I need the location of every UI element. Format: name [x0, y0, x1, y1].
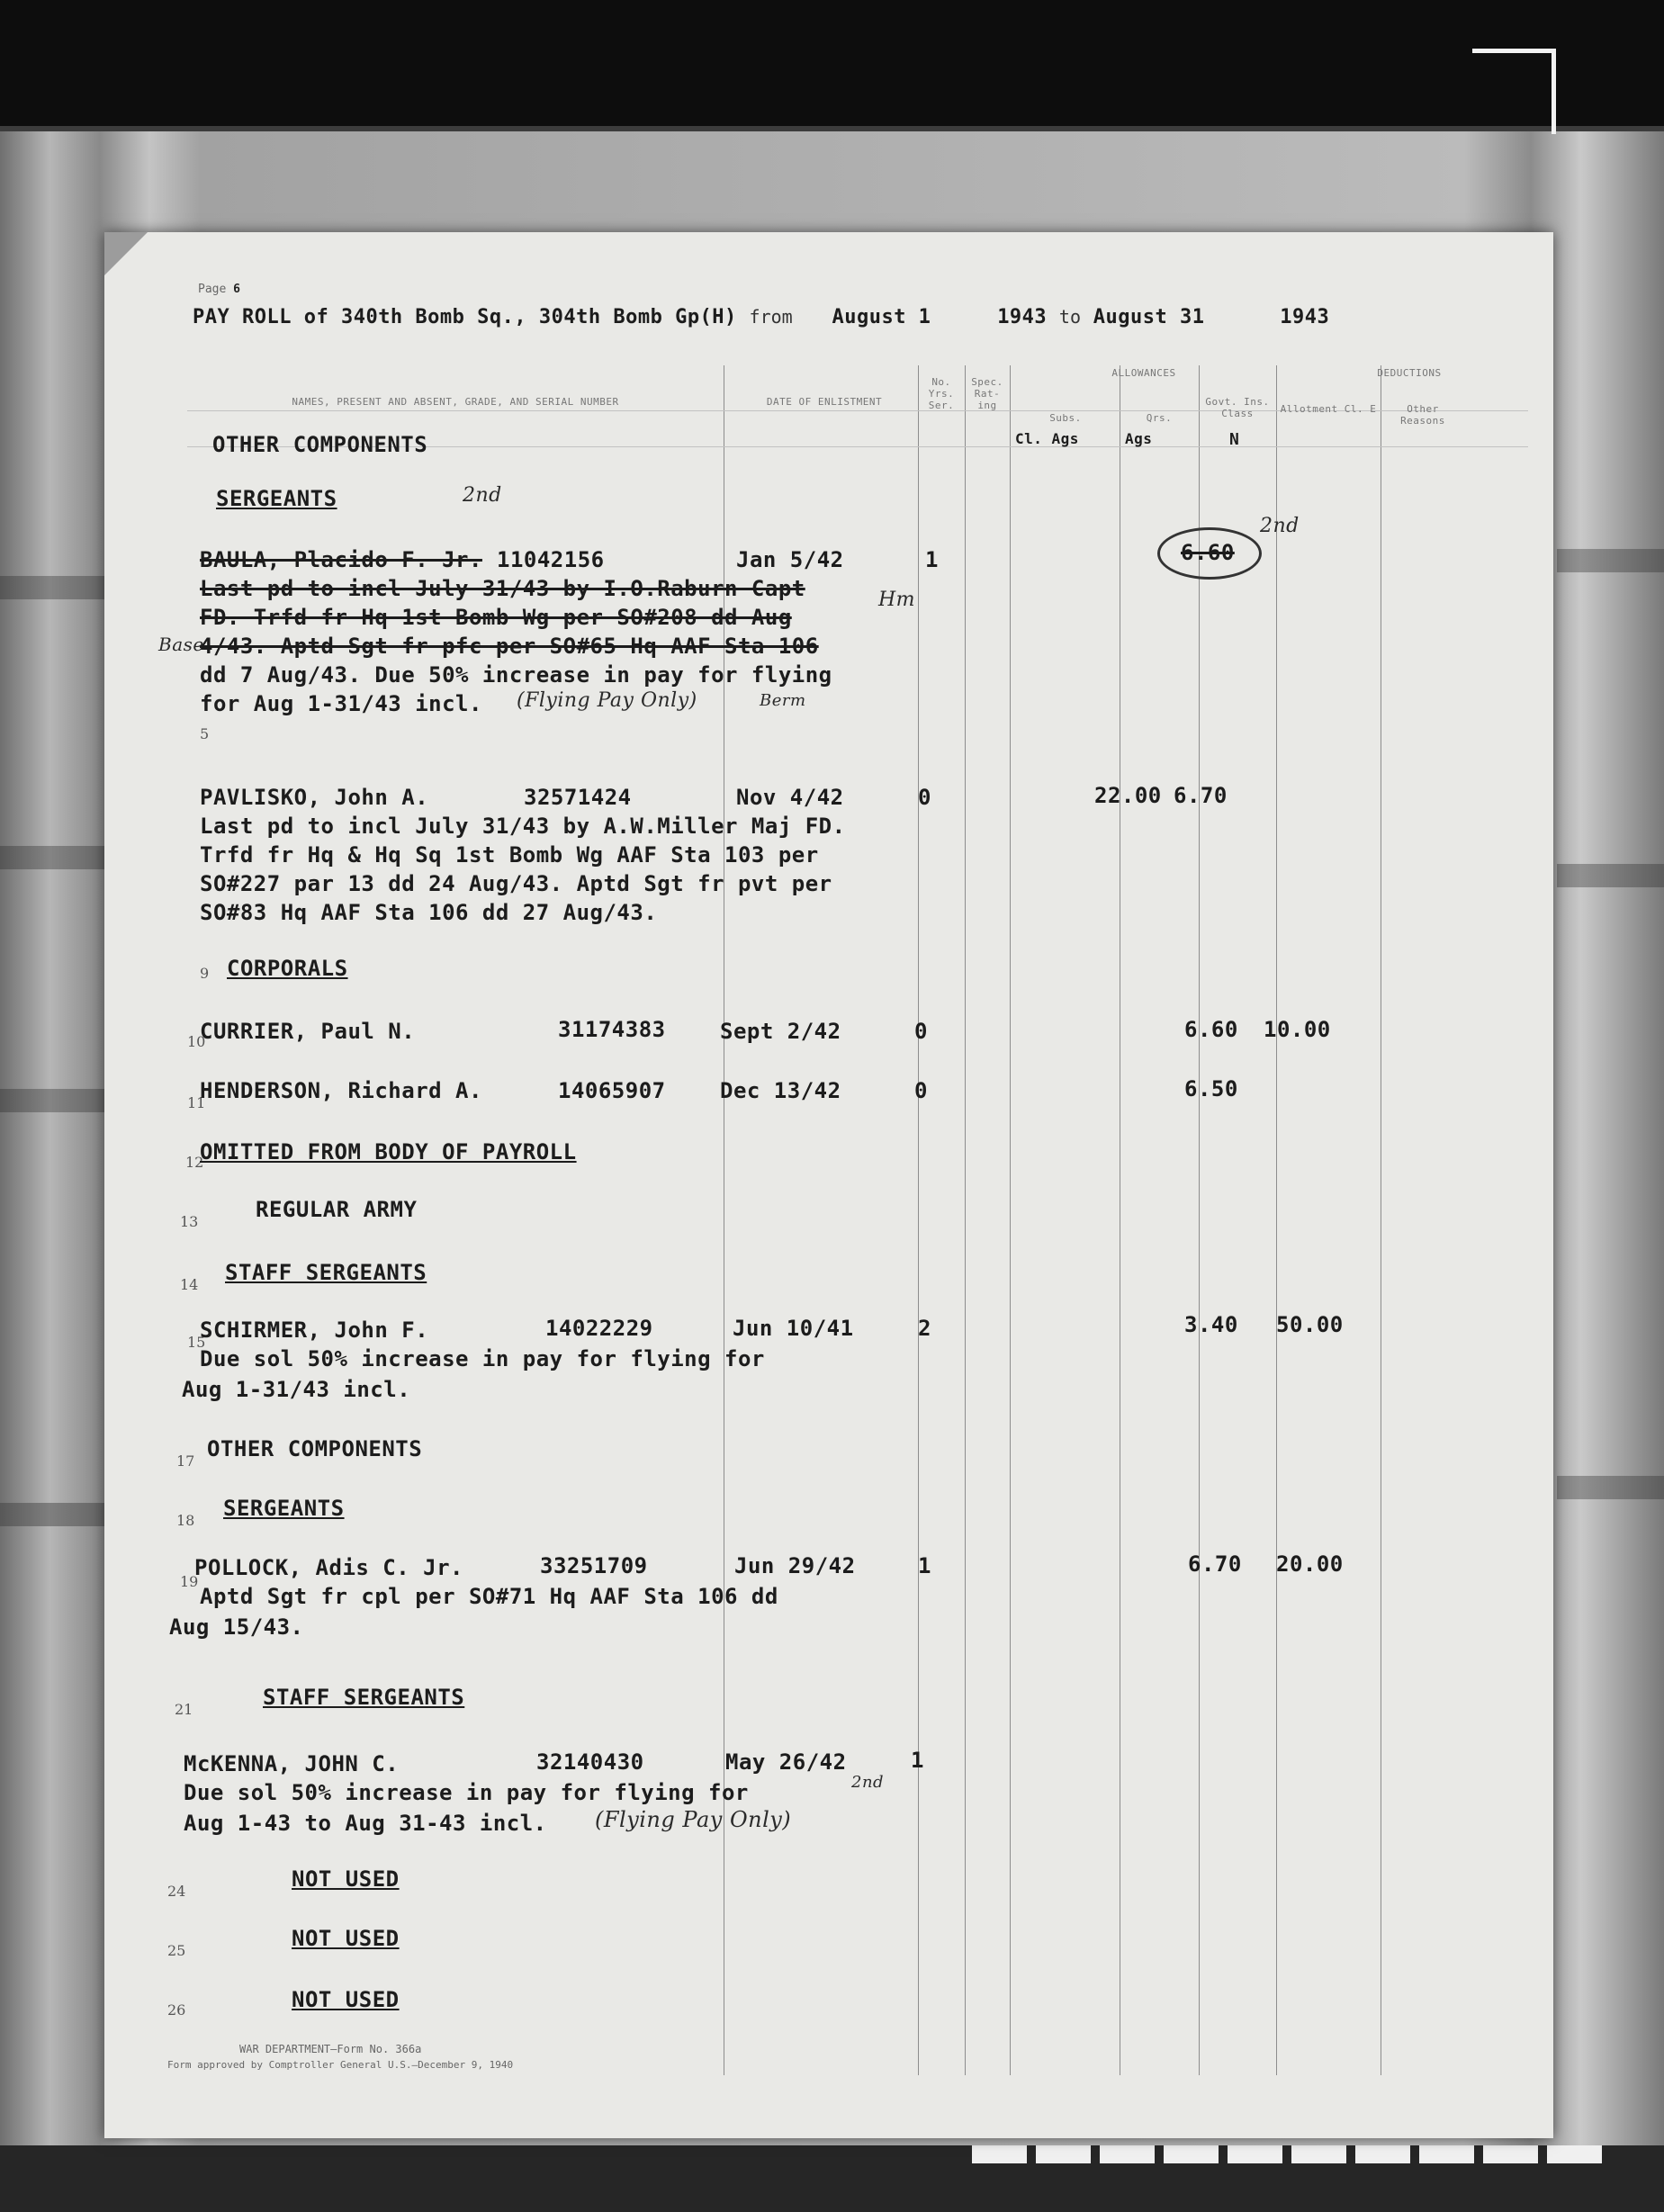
line-number: 14 [180, 1276, 199, 1293]
record-mckenna-years: 1 [911, 1748, 924, 1773]
handwritten-note: 2nd [463, 484, 502, 507]
record-currier-name: CURRIER, Paul N. [200, 1019, 416, 1044]
subs-class-mark: Cl. Ags [1015, 430, 1079, 447]
record-pavlisko-years: 0 [918, 785, 931, 810]
record-baula-serial: 11042156 [497, 547, 605, 572]
page-corner-fold [104, 232, 148, 275]
line-number: 17 [176, 1452, 195, 1470]
col-spec-header: Spec. Rat- ing [971, 376, 1003, 411]
line-number: 18 [176, 1512, 195, 1529]
record-pavlisko-serial: 32571424 [524, 785, 632, 810]
film-streak [1557, 549, 1664, 572]
record-henderson-enlisted: Dec 13/42 [720, 1078, 841, 1103]
column-divider [1276, 365, 1277, 2075]
payroll-title: PAY ROLL of 340th Bomb Sq., 304th Bomb Gp(H) from August 1 1943 to August 31 1943 [193, 306, 1330, 328]
record-currier-years: 0 [914, 1019, 928, 1044]
page-label: Page 6 [198, 283, 240, 296]
record-remark: FD. Trfd fr Hq 1st Bomb Wg per SO#208 dd Aug [200, 605, 792, 630]
section-heading: OMITTED FROM BODY OF PAYROLL [200, 1139, 577, 1164]
handwritten-note: Base [158, 634, 204, 655]
col-allotment-header: Allotment Cl. E [1280, 403, 1377, 415]
col-ins-header: Govt. Ins. Class [1205, 396, 1270, 419]
col-subs-header: Subs. [1049, 412, 1082, 424]
record-remark: Aug 1-31/43 incl. [182, 1377, 411, 1402]
film-streak [1557, 1476, 1664, 1499]
record-remark: Aug 15/43. [169, 1614, 304, 1640]
line-number: 26 [167, 2001, 186, 2019]
column-divider [1010, 365, 1011, 2075]
section-heading: OTHER COMPONENTS [212, 432, 428, 457]
section-heading: SERGEANTS [223, 1496, 345, 1521]
record-pollock-allotment: 20.00 [1276, 1551, 1344, 1577]
record-baula-insurance: 6.60 [1181, 540, 1235, 565]
section-heading: OTHER COMPONENTS [207, 1436, 423, 1461]
record-remark: Aptd Sgt fr cpl per SO#71 Hq AAF Sta 106 dd [200, 1584, 778, 1609]
section-heading: STAFF SERGEANTS [263, 1685, 465, 1710]
film-streak [0, 846, 117, 869]
record-pollock-enlisted: Jun 29/42 [734, 1553, 856, 1578]
record-currier-enlisted: Sept 2/42 [720, 1019, 841, 1044]
film-streak [1557, 864, 1664, 887]
corner-crop-mark [1472, 49, 1556, 134]
col-qrs-header: Qrs. [1146, 412, 1173, 424]
col-other-header: Other Reasons [1400, 403, 1445, 427]
record-mckenna-enlisted: May 26/42 [725, 1749, 847, 1775]
line-number: 25 [167, 1942, 186, 1959]
column-divider [965, 365, 966, 2075]
col-years-header: No. Yrs. Ser. [928, 376, 955, 411]
record-mckenna-serial: 32140430 [536, 1749, 644, 1775]
record-mckenna-name: McKENNA, JOHN C. [184, 1751, 400, 1776]
column-divider [918, 365, 919, 2075]
film-edge-line [0, 126, 1664, 131]
record-henderson-insurance: 6.50 [1184, 1076, 1238, 1102]
record-baula-enlisted: Jan 5/42 [736, 547, 844, 572]
record-henderson-serial: 14065907 [558, 1078, 666, 1103]
record-remark: Due sol 50% increase in pay for flying for [184, 1780, 749, 1805]
record-remark: dd 7 Aug/43. Due 50% increase in pay for flying [200, 662, 832, 688]
section-heading: SERGEANTS [216, 486, 337, 511]
col-names-header: NAMES, PRESENT AND ABSENT, GRADE, AND SERIAL NUMBER [292, 396, 619, 408]
line-number: 10 [187, 1033, 206, 1050]
handwritten-note: 2nd [1260, 515, 1300, 537]
record-baula-years: 1 [925, 547, 939, 572]
record-schirmer-insurance: 3.40 [1184, 1312, 1238, 1337]
record-remark: SO#227 par 13 dd 24 Aug/43. Aptd Sgt fr pvt per [200, 871, 832, 896]
column-divider [1199, 365, 1200, 2075]
record-remark: SO#83 Hq AAF Sta 106 dd 27 Aug/43. [200, 900, 658, 925]
record-pavlisko-quarters: 22.00 [1094, 783, 1162, 808]
record-schirmer-serial: 14022229 [545, 1316, 653, 1341]
ins-class-mark: N [1229, 430, 1240, 449]
record-pollock-insurance: 6.70 [1188, 1551, 1242, 1577]
record-remark: Aug 1-43 to Aug 31-43 incl. [184, 1811, 547, 1836]
record-baula-name: BAULA, Placido F. Jr. [200, 547, 482, 572]
col-enlistment-header: DATE OF ENLISTMENT [766, 396, 883, 408]
line-number: 9 [200, 965, 210, 982]
record-schirmer-years: 2 [918, 1316, 931, 1341]
record-schirmer-name: SCHIRMER, John F. [200, 1317, 429, 1343]
line-number: 5 [200, 725, 210, 742]
line-number: 13 [180, 1213, 199, 1230]
record-pavlisko-enlisted: Nov 4/42 [736, 785, 844, 810]
record-remark: Trfd fr Hq & Hq Sq 1st Bomb Wg AAF Sta 103 per [200, 842, 819, 868]
record-pavlisko-insurance: 6.70 [1174, 783, 1228, 808]
section-heading: NOT USED [292, 1926, 400, 1951]
record-currier-allotment: 10.00 [1264, 1017, 1331, 1042]
record-schirmer-enlisted: Jun 10/41 [733, 1316, 854, 1341]
record-remark: 4/43. Aptd Sgt fr pfc per SO#65 Hq AAF Sta 106 [200, 634, 819, 659]
line-number: 15 [187, 1334, 206, 1351]
line-number: 19 [180, 1573, 199, 1590]
handwritten-note: (Flying Pay Only) [595, 1807, 792, 1832]
handwritten-note: (Flying Pay Only) [517, 689, 697, 712]
record-henderson-years: 0 [914, 1078, 928, 1103]
line-number: 24 [167, 1883, 186, 1900]
line-number: 11 [187, 1094, 206, 1111]
record-currier-serial: 31174383 [558, 1017, 666, 1042]
form-number: WAR DEPARTMENT—Form No. 366a [239, 2043, 422, 2055]
record-pollock-name: POLLOCK, Adis C. Jr. [194, 1555, 463, 1580]
handwritten-note: Hm [878, 589, 916, 611]
record-remark: Due sol 50% increase in pay for flying for [200, 1346, 765, 1371]
record-pollock-years: 1 [918, 1553, 931, 1578]
section-heading: STAFF SERGEANTS [225, 1260, 427, 1285]
col-allowances-header: ALLOWANCES [1111, 367, 1176, 379]
record-currier-insurance: 6.60 [1184, 1017, 1238, 1042]
record-pavlisko-name: PAVLISKO, John A. [200, 785, 429, 810]
record-schirmer-allotment: 50.00 [1276, 1312, 1344, 1337]
payroll-sheet [104, 232, 1553, 2138]
film-perforations [972, 2145, 1602, 2163]
film-top-border [0, 0, 1664, 126]
section-heading: NOT USED [292, 1866, 400, 1892]
col-deductions-header: DEDUCTIONS [1377, 367, 1442, 379]
section-heading: NOT USED [292, 1987, 400, 2012]
record-remark: Last pd to incl July 31/43 by I.O.Raburn Capt [200, 576, 805, 601]
line-number: 12 [185, 1154, 204, 1171]
section-heading: REGULAR ARMY [256, 1197, 418, 1222]
line-number: 21 [175, 1701, 193, 1718]
section-heading: CORPORALS [227, 956, 348, 981]
handwritten-note: Berm [760, 691, 806, 710]
record-henderson-name: HENDERSON, Richard A. [200, 1078, 482, 1103]
qrs-class-mark: Ags [1125, 430, 1153, 447]
form-approval: Form approved by Comptroller General U.S.—December 9, 1940 [167, 2059, 514, 2071]
record-remark: for Aug 1-31/43 incl. [200, 691, 482, 716]
handwritten-note: 2nd [851, 1773, 885, 1792]
record-pollock-serial: 33251709 [540, 1553, 648, 1578]
record-remark: Last pd to incl July 31/43 by A.W.Miller Maj FD. [200, 814, 846, 839]
